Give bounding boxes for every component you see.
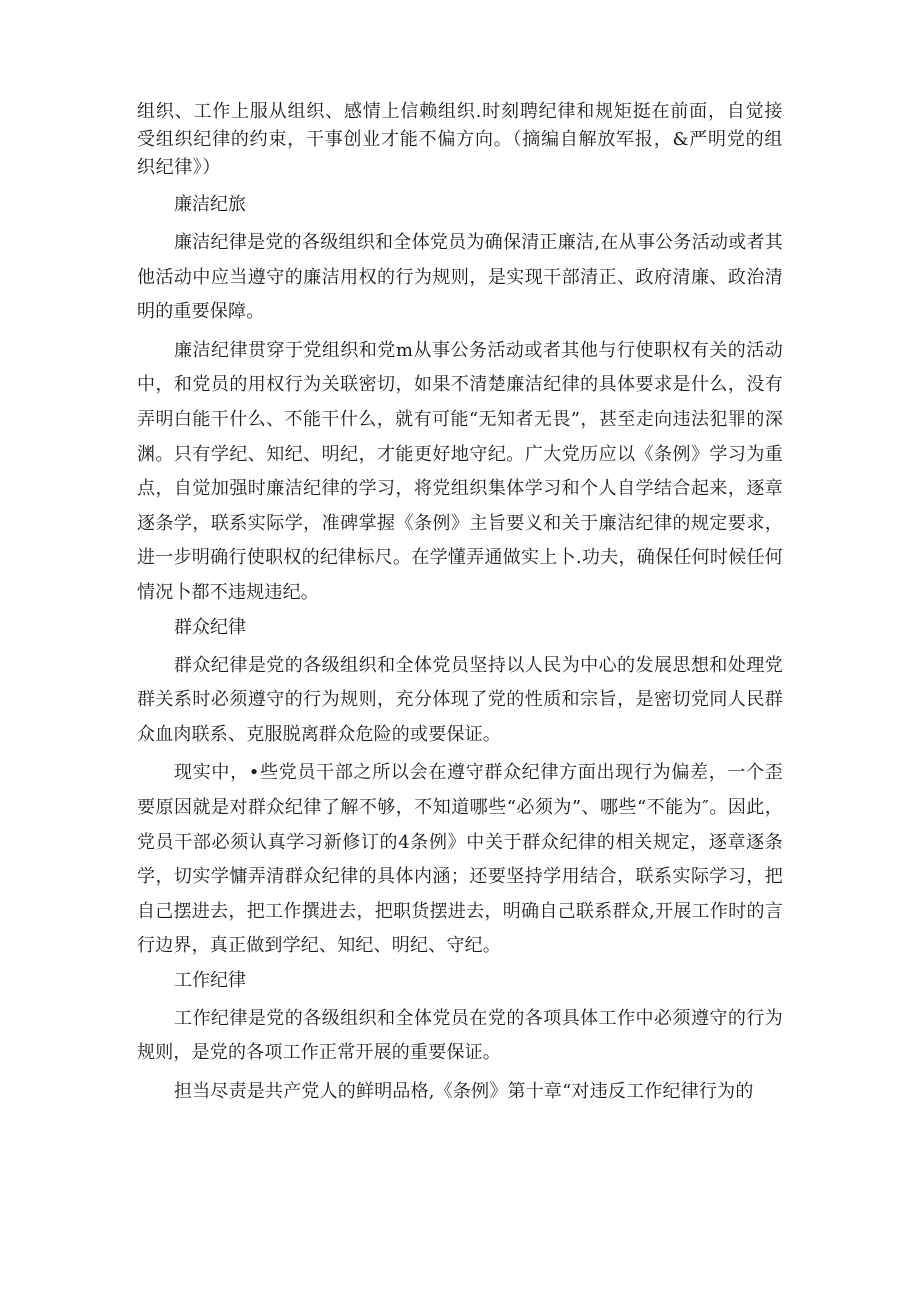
- body-paragraph: 现实中，•些党员干部之所以会在遵守群众纪律方面出现行为偏差，一个歪要原因就是对群众纪律了解不够，不知道哪些“必须为”、哪些“不能为″。因此，党员干部必须认真学习新修订的4条例》中关于群众纪律的相关规定，逐章逐条学，切实学慵弄清群众纪律的具体内涵；还要坚持学用结合，联系实际学习，把自己摆进去，把工作撰进去，把职货摆进去，明确自己联系群众,开展工作时的言行边界，真正做到学纪、知纪、明纪、守纪。: [137, 762, 783, 957]
- body-paragraph: 廉洁纪律是党的各级组织和全体党员为确保清正廉洁,在从事公务活动或者其他活动中应当遵守的廉洁用权的行为规则，是实现干部清正、政府清廉、政治清明的重要保障。: [137, 232, 783, 323]
- section-heading: 廉洁纪旅: [174, 194, 246, 215]
- section-work: [137, 968, 783, 1110]
- body-paragraph: 工作纪律是党的各级组织和全体党员在党的各项具体工作中必须遵守的行为规则，是党的各项工作正常开展的重要保证。: [137, 1007, 783, 1064]
- section-integrity: [137, 192, 783, 611]
- body-paragraph: 廉洁纪律贯穿于党组织和党m从事公务活动或者其他与行使职权有关的活动中，和党员的用权行为关联密切，如果不清楚廉洁纪律的具体要求是什么，没有弄明白能干什么、不能干什么，就有可能“无知者无畏”，甚至走向违法犯罪的深渊。只有学纪、知纪、明纪，才能更好地守纪。广大党历应以《条例》学习为重点，自觉加强时廉洁纪律的学习，将党组织集体学习和个人自学结合起来，逐章逐条学，联系实际学，准碑掌握《条例》主旨要义和关于廉洁纪律的规定要求，进一步明确行使职权的纪律标尺。在学懂弄通做实上卜.功夫，确保任何时候任何情况卜都不违规违纪。: [137, 339, 783, 603]
- body-paragraph: 担当尽责是共产党人的鲜明品格,《条例》第十章“对违反工作纪律行为的: [174, 1081, 754, 1103]
- section-mass: [137, 615, 783, 964]
- document-page: [137, 98, 783, 1114]
- body-paragraph: 群众纪律是党的各级组织和全体党员坚持以人民为中心的发展思想和处理党群关系时必须遵守的行为规则，充分体现了党的性质和宗旨，是密切党同人民群众血肉联系、克服脱离群众危险的或要保证。: [137, 654, 783, 745]
- intro-paragraph: 组织、工作上服从组织、感情上信赖组织.时刻聘纪律和规矩挺在前面，自觉接受组织纪律的约束，干事创业才能不偏方向。（摘编自解放军报，&严明党的组织纪律》）: [137, 101, 783, 178]
- section-heading: 工作纪律: [174, 969, 246, 991]
- section-heading: 群众纪律: [174, 616, 246, 638]
